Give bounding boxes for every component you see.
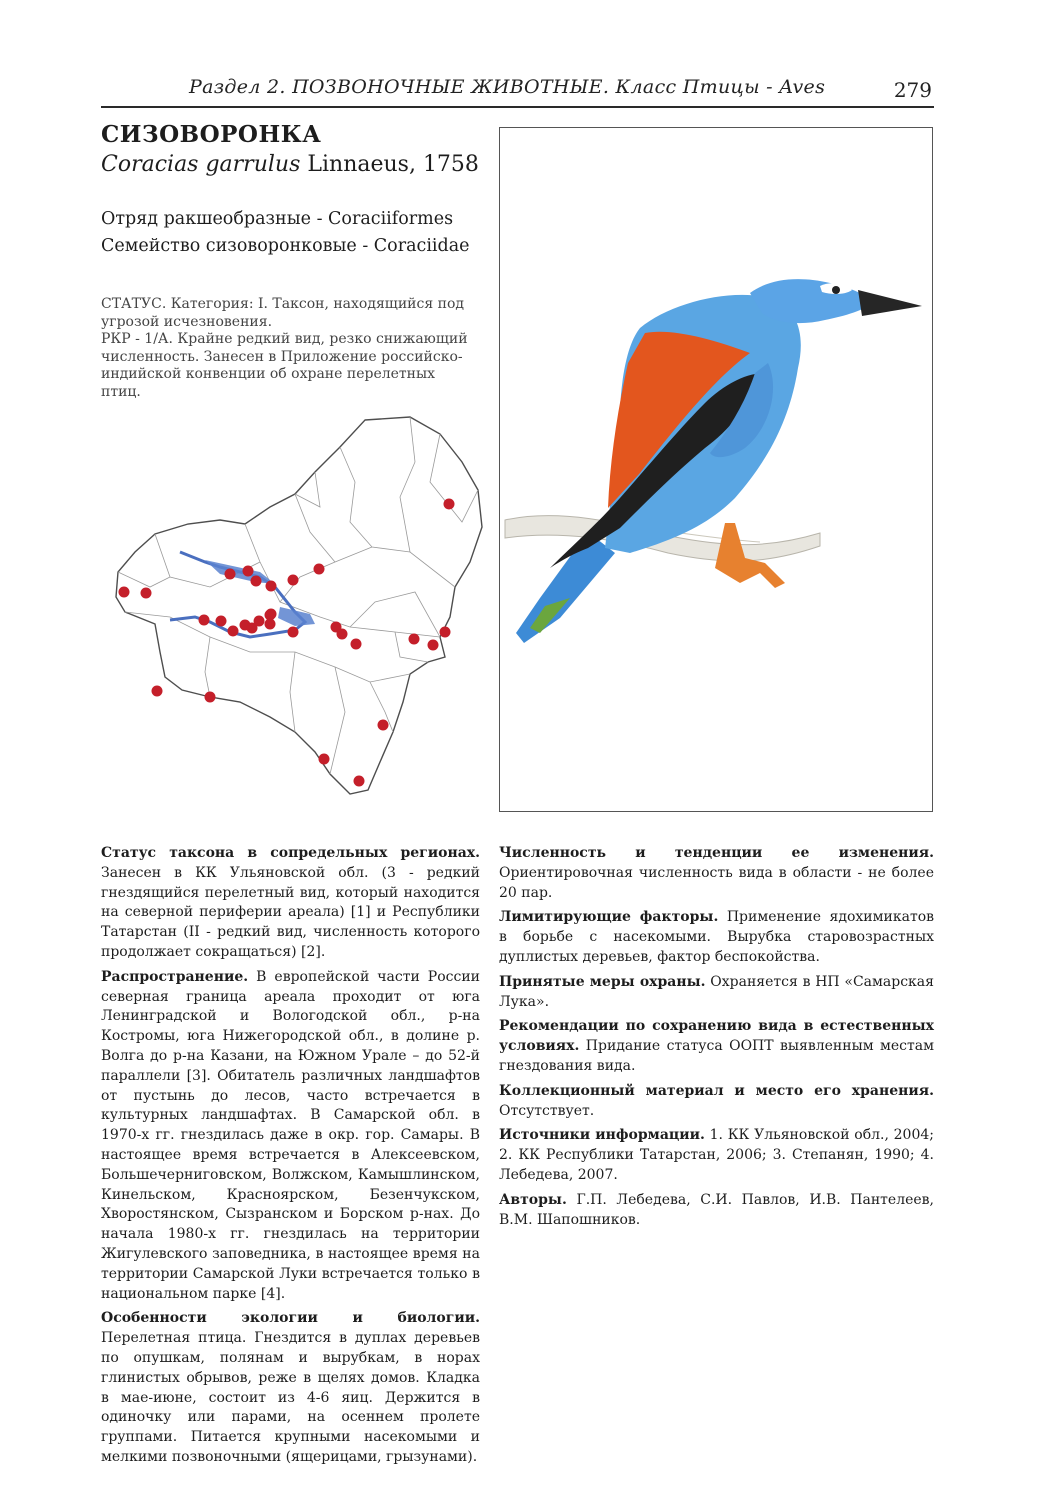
heading-sources: Источники информации. xyxy=(499,1127,705,1144)
paragraph-limiting xyxy=(499,908,934,967)
status-category: СТАТУС. Категория: I. Таксон, находящийся под угрозой исчезновения. xyxy=(101,296,464,330)
heading-status-neighbors: Статус таксона в сопредельных регионах. xyxy=(101,845,480,861)
map-point xyxy=(199,615,210,626)
map-point xyxy=(205,692,216,703)
status-block xyxy=(101,296,476,401)
running-header xyxy=(101,72,934,108)
text-collection: Отсутствует. xyxy=(499,1102,595,1119)
page-number: 279 xyxy=(893,78,932,102)
map-point xyxy=(265,619,276,630)
map-point xyxy=(119,587,130,598)
map-point xyxy=(440,627,451,638)
map-point xyxy=(378,720,389,731)
paragraph-distribution xyxy=(101,968,480,1305)
map-point xyxy=(228,626,239,637)
map-point xyxy=(243,566,254,577)
text-measures: Охраняется в НП «Самарская Лука». xyxy=(499,973,934,1010)
bird-head xyxy=(750,279,872,323)
heading-collection: Коллекционный материал и место его хранения. xyxy=(499,1082,934,1099)
paragraph-collection xyxy=(499,1082,934,1122)
heading-abundance: Численность и тенденции ее изменения. xyxy=(499,845,934,861)
map-point xyxy=(254,616,265,627)
text-recommendations: Придание статуса ООПТ выявленным местам гнездования вида. xyxy=(499,1038,934,1074)
map-point xyxy=(351,639,362,650)
map-point xyxy=(225,569,236,580)
paragraph-recommendations xyxy=(499,1017,934,1076)
map-point xyxy=(409,634,420,645)
paragraph-ecology xyxy=(101,1309,480,1467)
text-distribution: В европейской части России северная граница ареала проходит от юга Ленинградской и Вологодской обл., р-на Костромы, юга Нижегородской обл., в долине р. Волга до р-на Казани, на Южном Урале – до 52-й параллели [3]. Обитатель различных ландшафтов от пустынь до лесов, часто встречается в культурных ландшафтах. В Самарской обл. в 1970-х гг. гнездилась даже в окр. гор. Самары. В настоящее время встречается в Алексеевском, Большечерниговском, Волжском, Камышлинском, Кинельском, Красноярском, Безенчукском, Хворостянском, Сызранском и Борском р-нах. До начала 1980-х гг. гнездилась на территории Жигулевского заповедника, в настоящее время на территории Самарской Луки встречается только в национальном парке [4]. xyxy=(101,968,480,1302)
region-outline xyxy=(116,417,482,794)
bird-eye xyxy=(832,286,840,294)
paragraph-measures xyxy=(499,973,934,1013)
latin-binomial: Coracias garrulus xyxy=(101,152,301,177)
text-status-neighbors: Занесен в КК Ульяновской обл. (3 - редкий гнездящийся перелетный вид, который находится на северной периферии ареала) [1] и Республики Татарстан (II - редкий вид, численность которого продолжает сокращаться) [2]. xyxy=(101,864,480,960)
map-point xyxy=(266,581,277,592)
latin-author: Linnaeus, 1758 xyxy=(307,152,479,177)
map-point xyxy=(152,686,163,697)
heading-limiting: Лимитирующие факторы. xyxy=(499,909,719,926)
family-line: Семейство сизоворонковые - Coraciidae xyxy=(101,236,470,256)
map-point xyxy=(428,640,439,651)
heading-measures: Принятые меры охраны. xyxy=(499,973,706,990)
map-point xyxy=(314,564,325,575)
map-point xyxy=(319,754,330,765)
heading-recommendations: Рекомендации по сохранению вида в естественных условиях. xyxy=(499,1018,934,1055)
bird-illustration-frame xyxy=(499,127,933,812)
map-point xyxy=(288,627,299,638)
taxonomy-block xyxy=(101,206,470,260)
distribution-map xyxy=(110,412,488,822)
map-point xyxy=(141,588,152,599)
map-point xyxy=(266,609,277,620)
species-name: СИЗОВОРОНКА xyxy=(101,121,322,148)
heading-distribution: Распространение. xyxy=(101,968,249,985)
text-limiting: Применение ядохимикатов в борьбе с насекомыми. Вырубка старовозрастных дуплистых деревьев, фактор беспокойства. xyxy=(499,909,935,965)
section-title: Раздел 2. ПОЗВОНОЧНЫЕ ЖИВОТНЫЕ. Класс Птицы - Aves xyxy=(189,76,826,98)
text-column-left xyxy=(101,844,480,1473)
text-abundance: Ориентировочная численность вида в области - не более 20 пар. xyxy=(499,864,934,901)
paragraph-authors xyxy=(499,1191,934,1231)
order-line: Отряд ракшеобразные - Coraciiformes xyxy=(101,209,454,229)
map-point xyxy=(444,499,455,510)
bird xyxy=(516,279,922,643)
map-point xyxy=(288,575,299,586)
roller-illustration xyxy=(500,128,931,810)
bird-tail xyxy=(516,532,615,643)
text-authors: Г.П. Лебедева, С.И. Павлов, И.В. Пантелеев, В.М. Шапошников. xyxy=(499,1191,935,1228)
map-point xyxy=(354,776,365,787)
latin-name xyxy=(101,152,481,177)
heading-authors: Авторы. xyxy=(499,1191,567,1208)
text-sources: 1. КК Ульяновской обл., 2004; 2. КК Республики Татарстан, 2006; 3. Степанян, 1990; 4. Лебедева, 2007. xyxy=(499,1127,934,1183)
text-ecology: Перелетная птица. Гнездится в дуплах деревьев по опушкам, полянам и вырубкам, в норах глинистых обрывов, реже в щелях домов. Кладка в мае-июне, состоит из 4-6 яиц. Держится в одиночку или парами, на осеннем пролете группами. Питается крупными насекомыми и мелкими позвоночными (ящерицами, грызунами). xyxy=(101,1330,480,1465)
paragraph-abundance xyxy=(499,844,934,903)
species-title-block xyxy=(101,121,481,177)
status-rkr: РКР - 1/А. Крайне редкий вид, резко снижающий численность. Занесен в Приложение российско-индийской конвенции об охране перелетных птиц. xyxy=(101,331,468,400)
paragraph-sources xyxy=(499,1126,934,1185)
text-column-right xyxy=(499,844,934,1235)
heading-ecology: Особенности экологии и биологии. xyxy=(101,1310,480,1327)
paragraph-status-neighbors xyxy=(101,844,480,963)
map-point xyxy=(337,629,348,640)
bird-beak xyxy=(858,290,922,316)
map-point xyxy=(216,616,227,627)
map-point xyxy=(251,576,262,587)
